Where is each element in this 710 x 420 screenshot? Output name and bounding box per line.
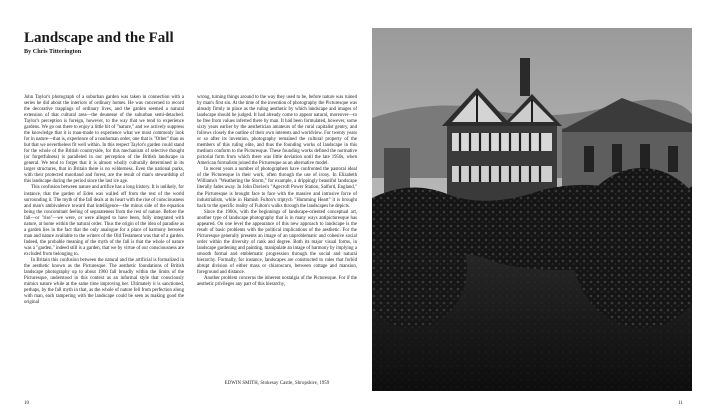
paragraph: Another problem concerns the inherent nostalgia of the Picturesque. For if the aesthetic privileges any part of this hierarchy, [197, 275, 357, 287]
text-column-right [197, 95, 357, 288]
paragraph: In recent years a number of photographers have confronted the pastoral ideal of the Picturesque in their work, often through the use of irony. In Elizabeth Williams's "Weathering the Storm," for example, a drippingly beautiful landscape literally fades away. In John Davies's "Agecroft Power Station, Salford, England," the Picturesque is brought face to face with the massive and intrusive force of industrialism, while in Hamish Fulton's triptych "Humming Heart" it is brought back to the specific reality of Fulton's walks through the landscapes he depicts. [197, 167, 357, 209]
paragraph: Since the 1960s, with the beginnings of landscape-oriented conceptual art, another type of landscape photography that is in many ways antipicturesque has appeared. On one level the appearance of this new approach to landscape is the result of basic problems with the political implications of the aesthetic. For the Picturesque generally presents an image of an unproblematic and cohesive social order within the diversity of rank and degree. Both its major visual forms, in landscape gardening and painting, manipulate an image of harmony by implying a smooth formal and emblematic progression through the social and natural hierarchy. Formally, for instance, landscapes are constructed to rules that forbid abrupt division of either mass or chiaroscuro, between cottage and mansion, foreground and distance. [197, 209, 357, 275]
text-column-left [24, 95, 184, 306]
page-number-right: 11 [678, 401, 683, 406]
photograph-stokesay-castle [372, 28, 692, 391]
article-title: Landscape and the Fall [24, 30, 174, 46]
paragraph: In Britain this confusion between the natural and the artificial is formalized in the aesthetic known as the Picturesque. The aesthetic foundations of British landscape photography up to about 1960 fall broadly within the limits of the Picturesque, understood in this context as an informal style that consciously mimics nature while at the same time improving her. Ultimately it is sanctioned, perhaps, by the fall myth in that, as the whole of nature fell from perfection along with man, each tampering with the landscape could be seen as making good the original [24, 257, 184, 306]
paragraph: This confusion between nature and artifice has a long history. It is unlikely, for instance, that the garden of Eden was walled off from the rest of the world surrounding it. The myth of the fall deals at its heart with the rise of consciousness and man's ambivalence toward that intelligence—the minus side of the equation being the concomitant feeling of separateness from the rest of nature. Before the fall—or "rise"—we were, or were alleged to have been, fully integrated with nature, at home within the natural order. Thus the origin of the idea of paradise as a garden lies in the fact that the only analogue for a place of harmony between man and nature available to the writers of the Old Testament was that of a garden. Indeed, the probable meaning of the myth of the fall is that the whole of nature was a "garden," indeed still is a garden, that we by virtue of our consciousness are excluded from belonging to. [24, 185, 184, 257]
page-number-left: 10 [24, 401, 29, 406]
paragraph: John Taylor's photograph of a suburban garden was taken in connection with a series he did about the interiors of ordinary homes. He was concerned to record the decorative trappings of ordinary lives, and the garden seemed a natural extension of that cultural area—the deunesse of the suburban semi-detached. Taylor's perception is foreign, however, to the way that we tend to experience gardens. We go out there to enjoy a little bit of "nature," and we actively suppress the knowledge that it is man-made to experience what we most commonly look for in nature—that is, experience of a nonhuman order, one that is "Other" than us but that we nevertheless fit well within. In this respect Taylor's garden could stand for the whole of the British countryside, for this mechanism of selective thought (or forgetfulness) is paralleled in our perception of the British landscape in general. We tend to forget that it is almost wholly culturally determined in its larger structures, that in Britain there is no wilderness. Even the national parks, with their protected moorland and forest, are the result of man's stewardship of this landscape during the period since the last ice age. [24, 95, 184, 185]
photo-caption: EDWIN SMITH, Stokesay Castle, Shropshire, 1959 [224, 381, 330, 386]
paragraph: wrong, turning things around to the way they used to be, before nature was ruined by man's first sin. At the time of the invention of photography the Picturesque was already firmly in place as the ruling aesthetic by which landscape and images of landscape should be judged. It had already come to appear natural, moreover—to be free from values inferred there by man. It had been formulated, however, some sixty years earlier by the aesthetician amateurs of the rural capitalist gentry, and follows closely the outline of their own interests and worldview. For twenty years or so after its invention, photography remained the cultural property of the members of this ruling elite, and thus the founding works of landscape in this medium conform to the Picturesque. These founding works defined the normative pictorial form from which there was little deviation until the late 1950s, when American formalism joined the Picturesque as an alternative model. [197, 95, 357, 167]
byline: By Chris Titterington [24, 48, 82, 55]
